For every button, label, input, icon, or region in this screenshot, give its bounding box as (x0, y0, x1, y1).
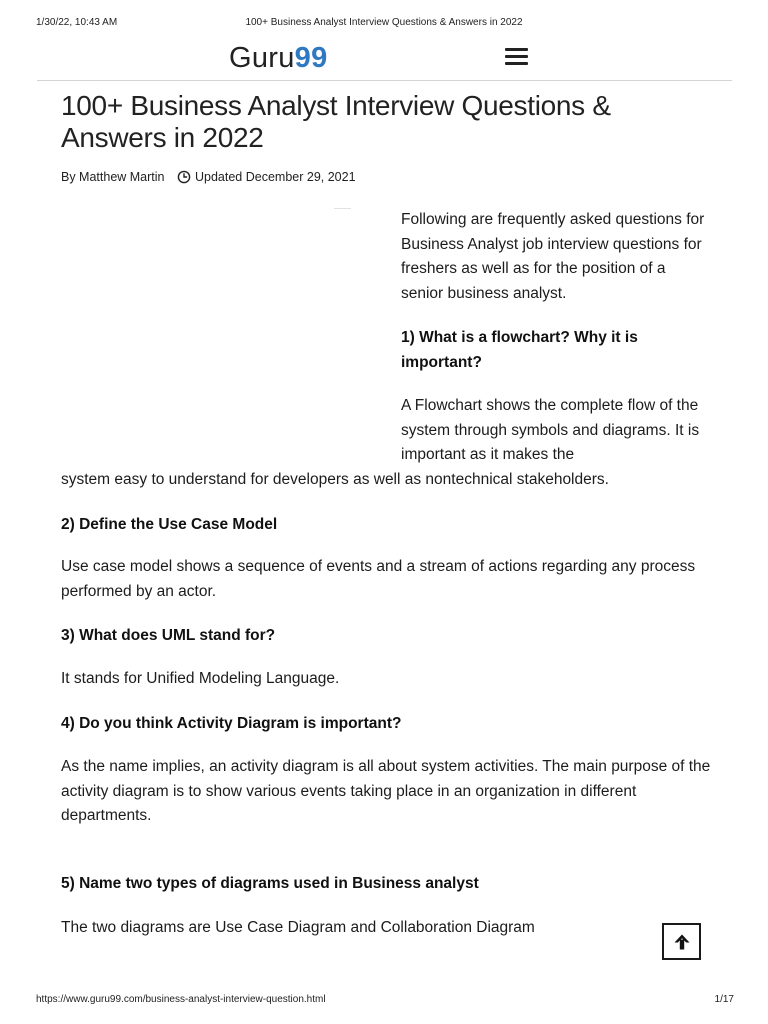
logo-text: Guru (229, 42, 295, 74)
print-url: https://www.guru99.com/business-analyst-interview-question.html (36, 994, 326, 1005)
updated-date: Updated December 29, 2021 (195, 170, 356, 184)
back-to-top-button[interactable] (662, 923, 701, 960)
question-3-heading: 3) What does UML stand for? (61, 627, 276, 644)
question-1-heading: 1) What is a flowchart? Why it is important? (401, 329, 638, 371)
article-title: 100+ Business Analyst Interview Questions & Answers in 2022 (61, 90, 611, 153)
question-1-answer (61, 394, 711, 492)
question-1-answer-part2: system easy to understand for developers as well as nontechnical stakeholders. (61, 470, 609, 488)
print-page-number: 1/17 (714, 994, 734, 1005)
hamburger-menu-icon[interactable] (505, 48, 529, 66)
clock-icon (177, 170, 191, 184)
byline (61, 168, 356, 186)
arrow-up-icon (673, 933, 691, 951)
ad-placeholder (334, 208, 351, 209)
logo-number: 99 (294, 42, 328, 74)
question-4-heading: 4) Do you think Activity Diagram is important? (61, 715, 402, 732)
print-date: 1/30/22, 10:43 AM (36, 17, 118, 28)
question-4-answer: As the name implies, an activity diagram is all about system activities. The main purpose of the activity diagram is to show various events taking place in an organization in different departments. (61, 758, 711, 825)
site-header (37, 40, 732, 81)
question-2-answer: Use case model shows a sequence of events and a stream of actions regarding any process performed by an actor. (61, 558, 696, 600)
question-5-answer: The two diagrams are Use Case Diagram and Collaboration Diagram (61, 919, 535, 936)
question-1-answer-part1: A Flowchart shows the complete flow of the system through symbols and diagrams. It is important as it makes the (401, 397, 700, 464)
print-page-title: 100+ Business Analyst Interview Questions & Answers in 2022 (245, 17, 523, 28)
question-5-heading: 5) Name two types of diagrams used in Business analyst (61, 875, 479, 892)
intro-paragraph: Following are frequently asked questions for Business Analyst job interview questions for freshers as well as for the position of a senior business analyst. (401, 211, 705, 302)
guru99-logo[interactable] (229, 40, 328, 76)
author-name: By Matthew Martin (61, 170, 165, 184)
question-2-heading: 2) Define the Use Case Model (61, 516, 278, 533)
question-3-answer: It stands for Unified Modeling Language. (61, 670, 340, 687)
